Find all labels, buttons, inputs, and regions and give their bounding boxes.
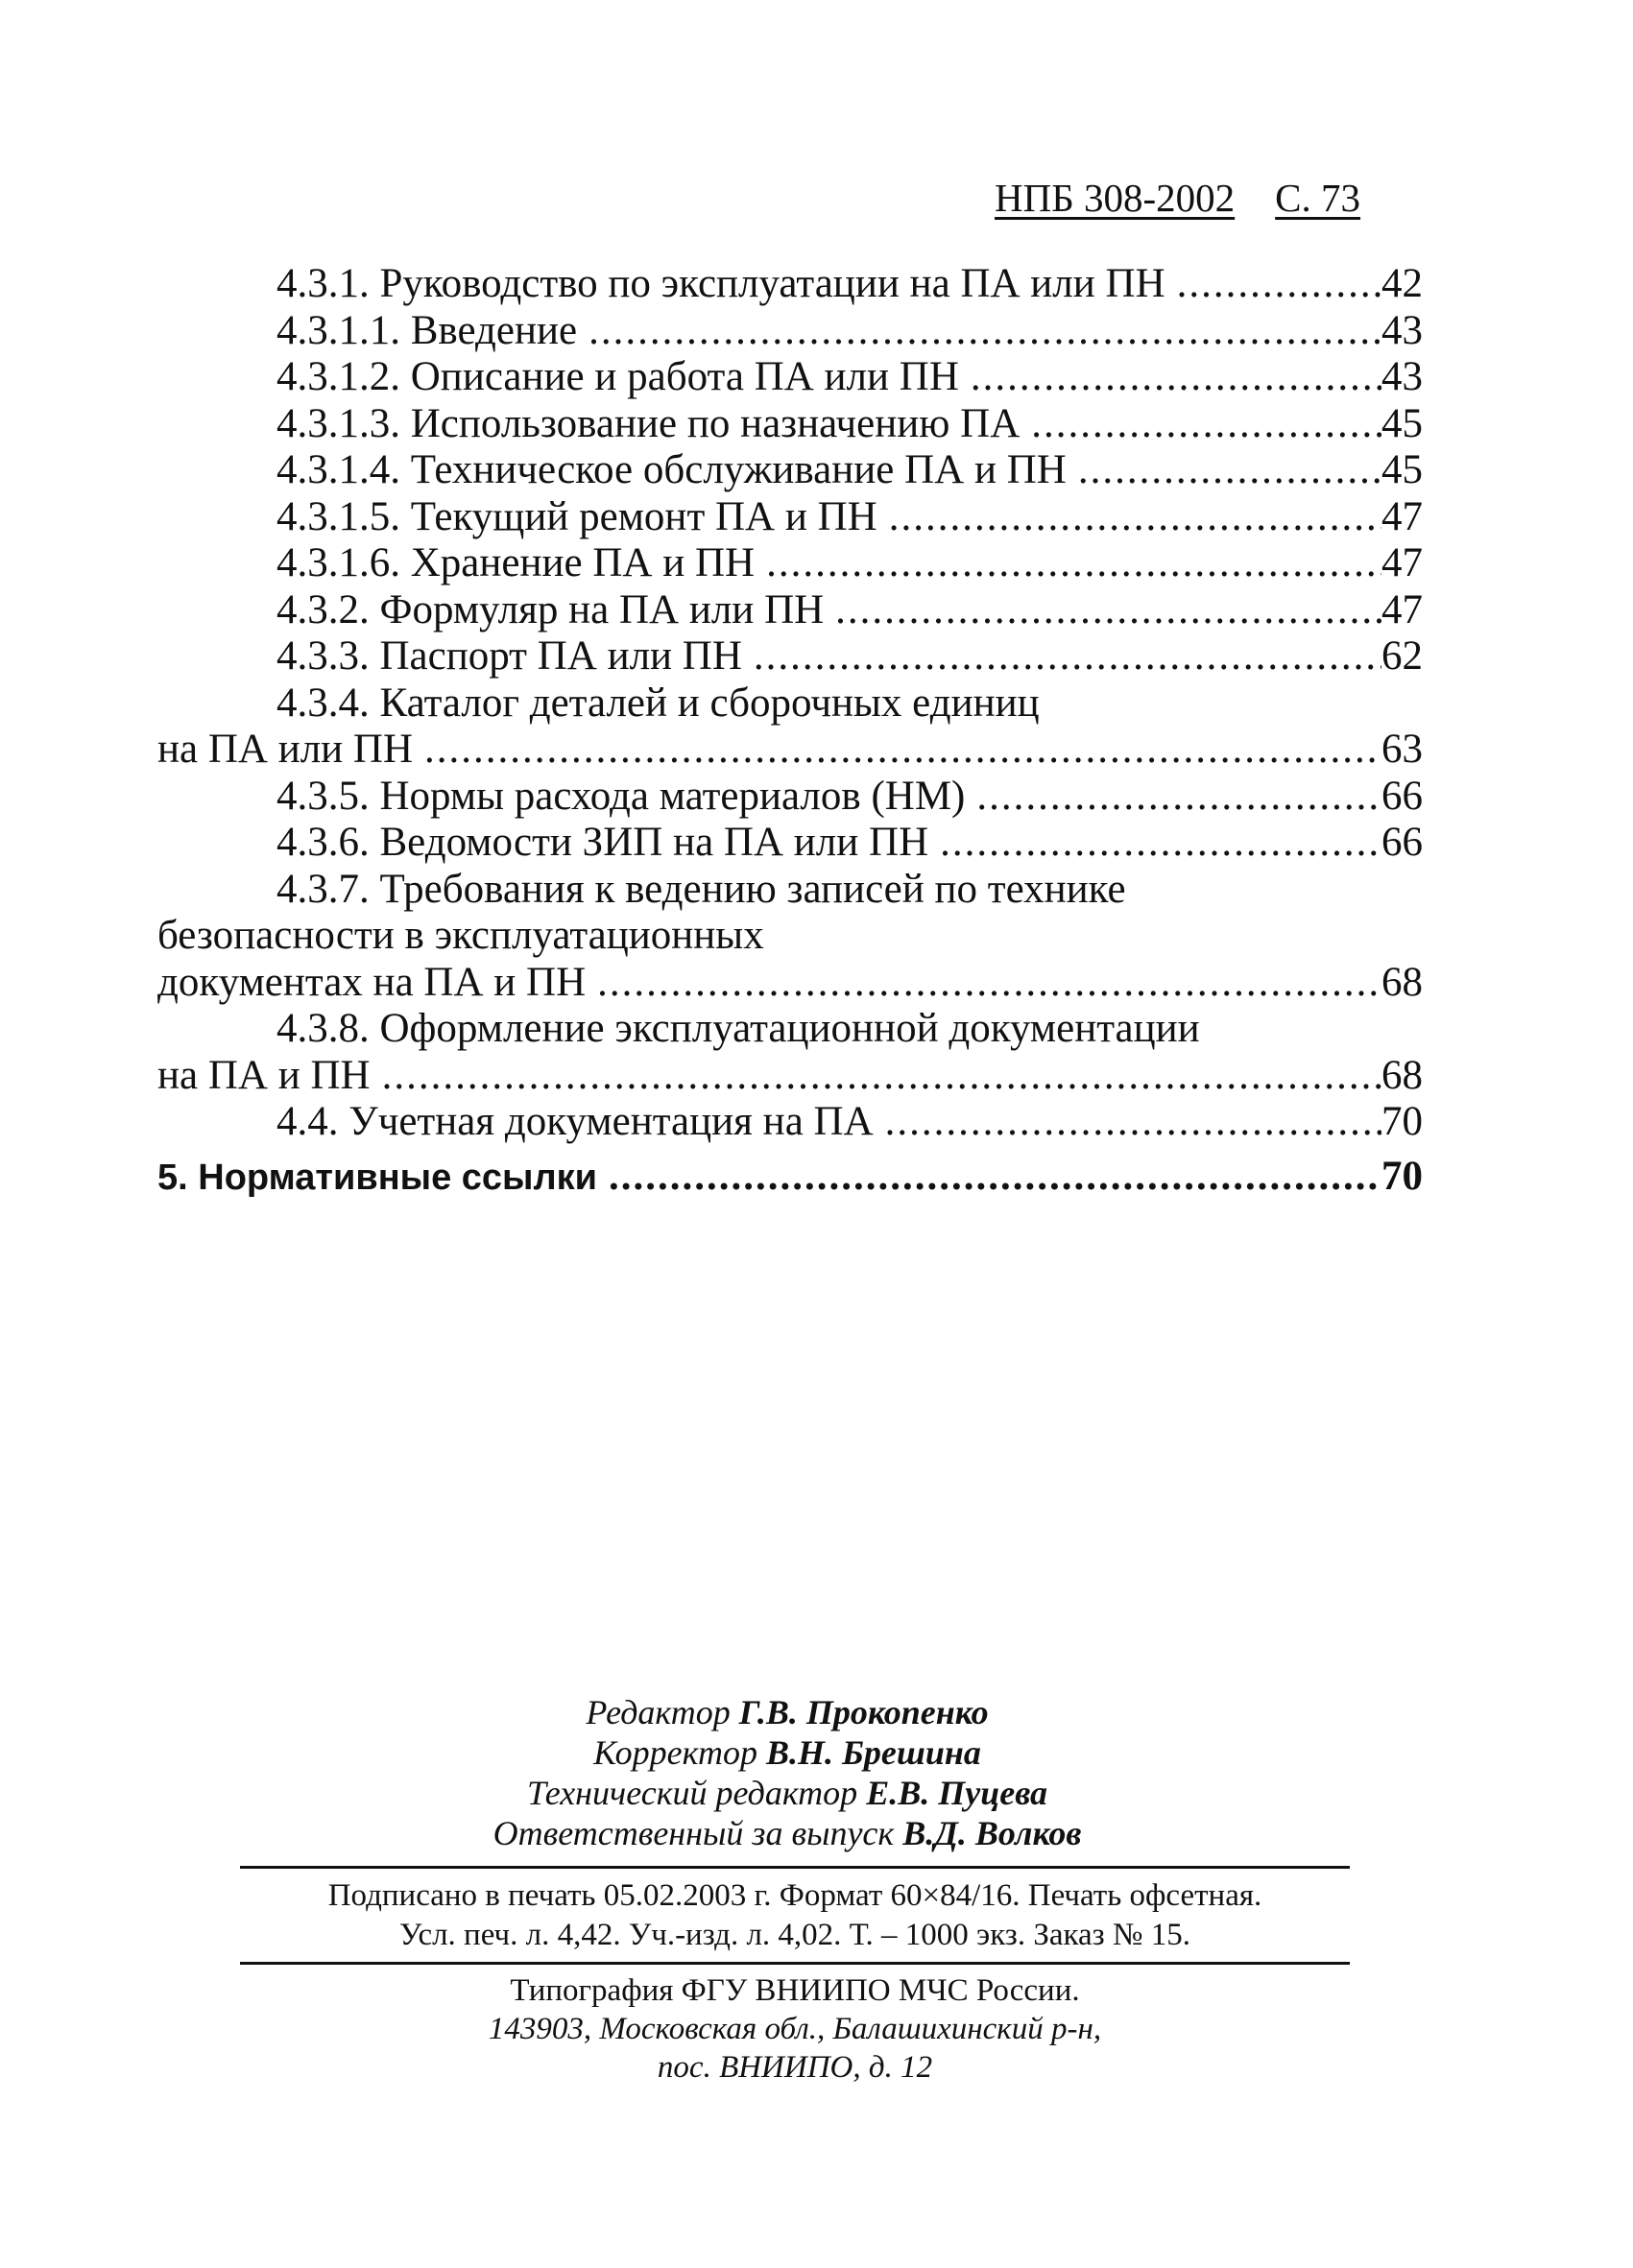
toc-entry[interactable] <box>157 261 1423 308</box>
credit-line-editor <box>288 1692 1286 1732</box>
toc-entry-page: 66 <box>1381 773 1423 819</box>
printer-address-1: 143903, Московская обл., Балашихинский р-н, <box>488 2012 1102 2046</box>
toc-entry-title: 4.3.1.3. Использование по назначению ПА <box>276 400 1021 446</box>
toc-entry[interactable] <box>157 633 1423 680</box>
toc-entry-title-line: безопасности в эксплуатационных <box>157 913 764 958</box>
table-of-contents <box>157 261 1423 1201</box>
toc-entry-title: на ПА или ПН <box>157 727 414 772</box>
toc-entry-title: 4.3.3. Паспорт ПА или ПН <box>276 633 742 679</box>
toc-entry-page: 68 <box>1381 959 1423 1005</box>
dot-leader <box>577 308 1381 355</box>
imprint-block <box>240 1876 1350 1955</box>
standard-number: НПБ 308-2002 <box>995 176 1236 220</box>
printer-block <box>240 1971 1350 2087</box>
toc-entry-title: 4.3.1.2. Описание и работа ПА или ПН <box>276 354 959 399</box>
toc-entry-page: 70 <box>1381 1099 1423 1144</box>
toc-entry-page: 47 <box>1381 493 1423 539</box>
toc-entry-title: документах на ПА и ПН <box>157 959 587 1005</box>
dot-leader <box>959 354 1381 401</box>
toc-entry-page: 47 <box>1381 586 1423 633</box>
toc-entry[interactable] <box>157 1099 1423 1146</box>
imprint-line-2: Усл. печ. л. 4,42. Уч.-изд. л. 4,02. Т. – 1000 экз. Заказ № 15. <box>399 1918 1190 1952</box>
toc-entry-title: 4.3.2. Формуляр на ПА или ПН <box>276 586 825 633</box>
running-header <box>995 175 1421 221</box>
credit-name: В.Н. Брешина <box>766 1733 981 1772</box>
dot-leader <box>597 1154 1381 1201</box>
toc-entry[interactable] <box>157 1006 1423 1099</box>
credit-name: В.Д. Волков <box>902 1814 1082 1852</box>
toc-entry-page: 68 <box>1381 1052 1423 1098</box>
credit-name: Е.В. Пуцева <box>866 1774 1048 1812</box>
dot-leader <box>413 727 1381 774</box>
toc-entry-title-line: 4.3.8. Оформление эксплуатационной документации <box>276 1006 1200 1051</box>
toc-entry-title: 5. Нормативные ссылки <box>157 1157 598 1198</box>
printer-name: Типография ФГУ ВНИИПО МЧС России. <box>510 1973 1080 2008</box>
toc-entry-title: 4.3.1.6. Хранение ПА и ПН <box>276 540 756 585</box>
toc-entry[interactable] <box>157 447 1423 494</box>
dot-leader <box>1067 447 1381 494</box>
credit-line-tech-editor <box>288 1773 1286 1813</box>
divider-top <box>240 1866 1350 1869</box>
toc-entry-page: 45 <box>1381 400 1423 446</box>
credit-name: Г.В. Прокопенко <box>738 1693 989 1731</box>
dot-leader <box>371 1053 1381 1100</box>
credit-role: Технический редактор <box>526 1774 858 1812</box>
imprint-line-1: Подписано в печать 05.02.2003 г. Формат 60×84/16. Печать офсетная. <box>327 1878 1262 1913</box>
toc-entry[interactable] <box>157 494 1423 541</box>
dot-leader <box>877 494 1381 541</box>
credit-role: Корректор <box>593 1733 758 1772</box>
dot-leader <box>1165 261 1381 308</box>
dot-leader <box>1020 401 1381 448</box>
toc-entry-section-5[interactable] <box>157 1154 1423 1202</box>
toc-entry-page: 70 <box>1381 1153 1423 1199</box>
dot-leader <box>928 820 1381 867</box>
toc-entry[interactable] <box>157 587 1423 634</box>
toc-entry-page: 63 <box>1381 727 1423 772</box>
toc-entry[interactable] <box>157 308 1423 355</box>
toc-entry-page: 43 <box>1381 354 1423 399</box>
toc-entry[interactable] <box>157 540 1423 587</box>
printer-address-2: пос. ВНИИПО, д. 12 <box>657 2050 933 2085</box>
toc-entry-page: 47 <box>1381 540 1423 585</box>
dot-leader <box>874 1099 1381 1146</box>
toc-entry[interactable] <box>157 680 1423 774</box>
toc-entry-title: 4.4. Учетная документация на ПА <box>276 1099 874 1144</box>
toc-entry-page: 45 <box>1381 447 1423 492</box>
toc-entry-title: на ПА и ПН <box>157 1052 371 1098</box>
dot-leader <box>586 960 1381 1007</box>
credit-role: Редактор <box>586 1693 731 1731</box>
toc-entry[interactable] <box>157 354 1423 401</box>
toc-entry-title: 4.3.1.1. Введение <box>276 307 578 353</box>
toc-entry-page: 42 <box>1381 261 1423 306</box>
credit-line-responsible <box>288 1813 1286 1853</box>
divider-bottom <box>240 1962 1350 1965</box>
toc-entry-title: 4.3.1. Руководство по эксплуатации на ПА или ПН <box>276 261 1165 306</box>
toc-entry[interactable] <box>157 774 1423 821</box>
toc-entry-title-line: 4.3.4. Каталог деталей и сборочных единиц <box>276 680 1040 726</box>
toc-entry-title: 4.3.5. Нормы расхода материалов (НМ) <box>276 773 966 819</box>
dot-leader <box>824 587 1381 634</box>
credit-role: Ответственный за выпуск <box>492 1814 895 1852</box>
toc-entry-title: 4.3.6. Ведомости ЗИП на ПА или ПН <box>276 820 929 865</box>
toc-entry-page: 62 <box>1381 633 1423 679</box>
dot-leader <box>965 774 1381 821</box>
toc-entry-page: 66 <box>1381 820 1423 865</box>
toc-entry-page: 43 <box>1381 307 1423 353</box>
toc-entry-title-line: 4.3.7. Требования к ведению записей по технике <box>276 866 1126 912</box>
toc-entry[interactable] <box>157 867 1423 1007</box>
dot-leader <box>742 633 1381 680</box>
page-number: С. 73 <box>1275 176 1361 220</box>
dot-leader <box>755 540 1381 587</box>
credits-block <box>288 1692 1286 1853</box>
toc-entry[interactable] <box>157 820 1423 867</box>
toc-entry-title: 4.3.1.4. Техническое обслуживание ПА и ПН <box>276 447 1067 492</box>
toc-entry[interactable] <box>157 401 1423 448</box>
credit-line-proofreader <box>288 1732 1286 1773</box>
toc-entry-title: 4.3.1.5. Текущий ремонт ПА и ПН <box>276 493 877 539</box>
